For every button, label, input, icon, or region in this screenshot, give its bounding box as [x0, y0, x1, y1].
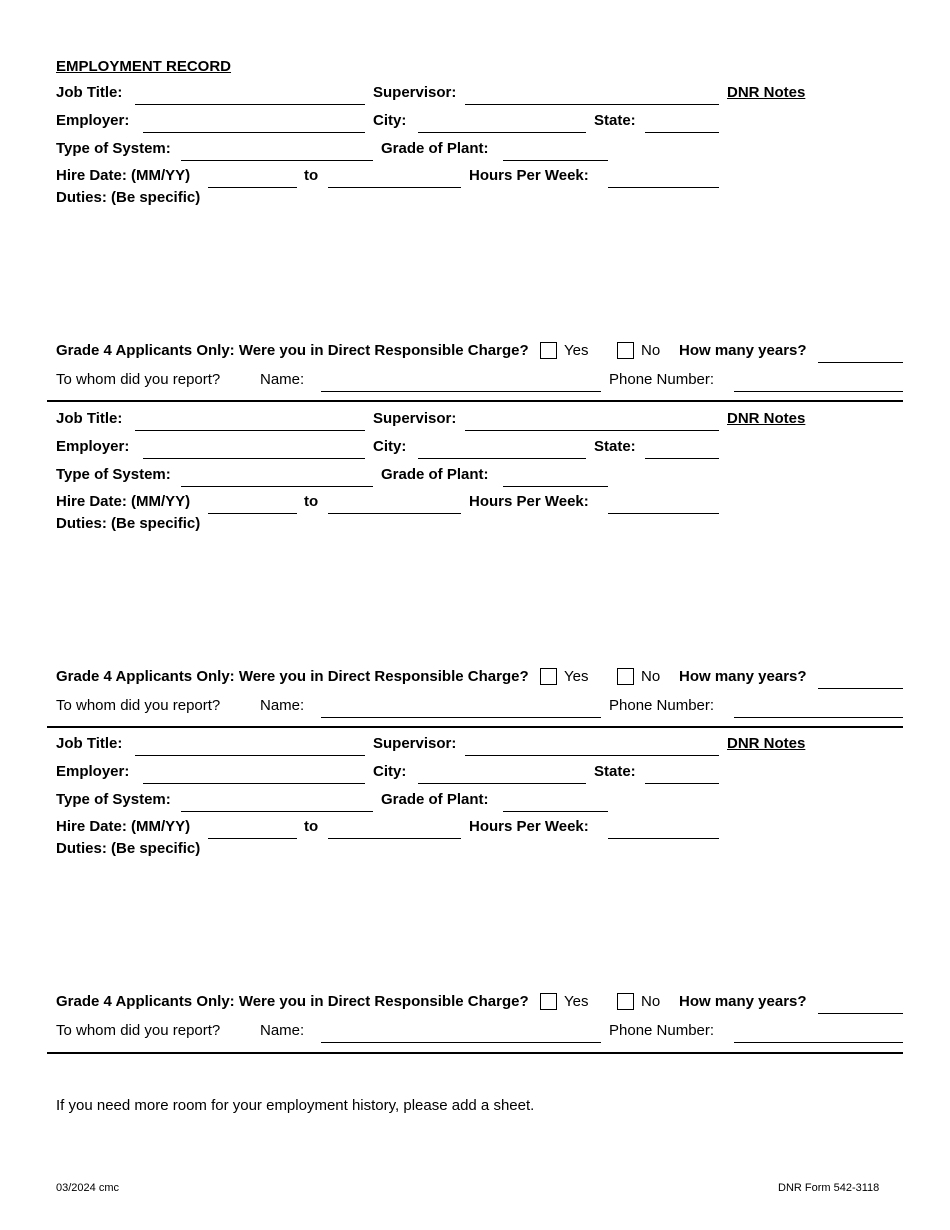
job-title-label: Job Title:: [56, 84, 123, 101]
how-many-years-label: How many years?: [679, 342, 807, 359]
date-code: 03/2024 cmc: [56, 1182, 119, 1194]
phone-field[interactable]: [734, 1026, 903, 1043]
form-title: EMPLOYMENT RECORD: [56, 58, 232, 75]
state-label: State:: [594, 112, 636, 129]
hours-per-week-label: Hours Per Week:: [469, 167, 589, 184]
grade4-question: Grade 4 Applicants Only: Were you in Direct Responsible Charge?: [56, 342, 529, 359]
state-field[interactable]: [645, 442, 719, 459]
grade-of-plant-field[interactable]: [503, 470, 608, 487]
dnr-notes-label: DNR Notes: [727, 735, 806, 752]
duties-label: Duties: (Be specific): [56, 189, 201, 206]
yes-checkbox[interactable]: [540, 993, 557, 1010]
form-number: DNR Form 542-3118: [778, 1182, 880, 1194]
hire-date-to-label: to: [304, 493, 319, 510]
type-of-system-label: Type of System:: [56, 140, 171, 157]
yes-label: Yes: [564, 668, 589, 685]
yes-checkbox[interactable]: [540, 668, 557, 685]
type-of-system-field[interactable]: [181, 795, 373, 812]
years-field[interactable]: [818, 346, 903, 363]
city-field[interactable]: [418, 442, 586, 459]
dnr-notes-label: DNR Notes: [727, 84, 806, 101]
job-title-field[interactable]: [135, 414, 365, 431]
duties-label: Duties: (Be specific): [56, 840, 201, 857]
type-of-system-field[interactable]: [181, 470, 373, 487]
job-title-field[interactable]: [135, 88, 365, 105]
name-label: Name:: [260, 697, 305, 714]
supervisor-field[interactable]: [465, 414, 719, 431]
hire-date-to-field[interactable]: [328, 497, 461, 514]
how-many-years-label: How many years?: [679, 668, 807, 685]
report-name-field[interactable]: [321, 375, 601, 392]
grade-of-plant-field[interactable]: [503, 144, 608, 161]
name-label: Name:: [260, 1022, 305, 1039]
no-checkbox[interactable]: [617, 993, 634, 1010]
hours-per-week-field[interactable]: [608, 497, 719, 514]
no-checkbox[interactable]: [617, 668, 634, 685]
city-label: City:: [373, 438, 407, 455]
report-name-field[interactable]: [321, 1026, 601, 1043]
employer-field[interactable]: [143, 442, 365, 459]
supervisor-label: Supervisor:: [373, 410, 457, 427]
report-to-label: To whom did you report?: [56, 371, 221, 388]
hours-per-week-label: Hours Per Week:: [469, 818, 589, 835]
type-of-system-label: Type of System:: [56, 791, 171, 808]
city-field[interactable]: [418, 767, 586, 784]
how-many-years-label: How many years?: [679, 993, 807, 1010]
years-field[interactable]: [818, 997, 903, 1014]
state-field[interactable]: [645, 116, 719, 133]
supervisor-label: Supervisor:: [373, 735, 457, 752]
hire-date-from-field[interactable]: [208, 822, 297, 839]
city-field[interactable]: [418, 116, 586, 133]
yes-label: Yes: [564, 342, 589, 359]
years-field[interactable]: [818, 672, 903, 689]
type-of-system-label: Type of System:: [56, 466, 171, 483]
state-label: State:: [594, 438, 636, 455]
hire-date-to-label: to: [304, 167, 319, 184]
employer-label: Employer:: [56, 763, 130, 780]
section-divider: [47, 726, 903, 728]
no-checkbox[interactable]: [617, 342, 634, 359]
supervisor-label: Supervisor:: [373, 84, 457, 101]
grade-of-plant-label: Grade of Plant:: [381, 791, 489, 808]
job-title-field[interactable]: [135, 739, 365, 756]
report-to-label: To whom did you report?: [56, 697, 221, 714]
dnr-notes-label: DNR Notes: [727, 410, 806, 427]
grade-of-plant-label: Grade of Plant:: [381, 466, 489, 483]
phone-field[interactable]: [734, 701, 903, 718]
no-label: No: [641, 342, 661, 359]
yes-label: Yes: [564, 993, 589, 1010]
phone-label: Phone Number:: [609, 371, 715, 388]
hire-date-from-field[interactable]: [208, 171, 297, 188]
hire-date-from-field[interactable]: [208, 497, 297, 514]
grade-of-plant-field[interactable]: [503, 795, 608, 812]
employer-label: Employer:: [56, 112, 130, 129]
hire-date-label: Hire Date: (MM/YY): [56, 167, 191, 184]
section-divider: [47, 1052, 903, 1054]
no-label: No: [641, 668, 661, 685]
supervisor-field[interactable]: [465, 88, 719, 105]
grade-of-plant-label: Grade of Plant:: [381, 140, 489, 157]
name-label: Name:: [260, 371, 305, 388]
report-to-label: To whom did you report?: [56, 1022, 221, 1039]
no-label: No: [641, 993, 661, 1010]
phone-field[interactable]: [734, 375, 903, 392]
hire-date-label: Hire Date: (MM/YY): [56, 493, 191, 510]
hire-date-to-field[interactable]: [328, 822, 461, 839]
grade4-question: Grade 4 Applicants Only: Were you in Direct Responsible Charge?: [56, 668, 529, 685]
report-name-field[interactable]: [321, 701, 601, 718]
hire-date-to-label: to: [304, 818, 319, 835]
city-label: City:: [373, 112, 407, 129]
hours-per-week-label: Hours Per Week:: [469, 493, 589, 510]
city-label: City:: [373, 763, 407, 780]
yes-checkbox[interactable]: [540, 342, 557, 359]
employer-field[interactable]: [143, 116, 365, 133]
hire-date-label: Hire Date: (MM/YY): [56, 818, 191, 835]
employer-label: Employer:: [56, 438, 130, 455]
job-title-label: Job Title:: [56, 410, 123, 427]
job-title-label: Job Title:: [56, 735, 123, 752]
grade4-question: Grade 4 Applicants Only: Were you in Direct Responsible Charge?: [56, 993, 529, 1010]
hours-per-week-field[interactable]: [608, 171, 719, 188]
hours-per-week-field[interactable]: [608, 822, 719, 839]
type-of-system-field[interactable]: [181, 144, 373, 161]
state-field[interactable]: [645, 767, 719, 784]
phone-label: Phone Number:: [609, 1022, 715, 1039]
phone-label: Phone Number:: [609, 697, 715, 714]
supervisor-field[interactable]: [465, 739, 719, 756]
more-room-note: If you need more room for your employment history, please add a sheet.: [56, 1097, 535, 1114]
hire-date-to-field[interactable]: [328, 171, 461, 188]
state-label: State:: [594, 763, 636, 780]
employer-field[interactable]: [143, 767, 365, 784]
duties-label: Duties: (Be specific): [56, 515, 201, 532]
section-divider: [47, 400, 903, 402]
